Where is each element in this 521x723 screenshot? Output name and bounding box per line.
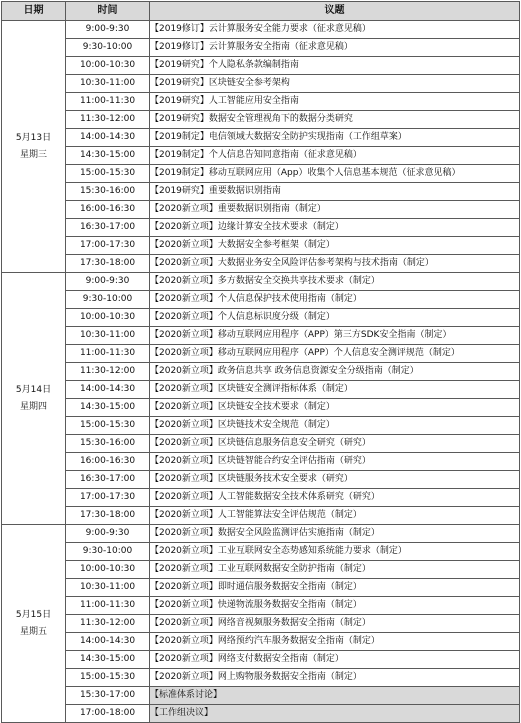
topic-cell: 【2019研究】人工智能应用安全指南: [150, 93, 520, 111]
topic-cell: 【2019研究】数据安全管理视角下的数据分类研究: [150, 111, 520, 129]
table-row: [2, 255, 520, 273]
topic-cell: 【2019修订】云计算服务安全指南（征求意见稿）: [150, 39, 520, 57]
topic-cell: 【2019制定】个人信息告知同意指南（征求意见稿）: [150, 147, 520, 165]
time-cell: 9:30-10:00: [66, 543, 150, 561]
header-row: [2, 2, 520, 21]
time-cell: 9:30-10:00: [66, 291, 150, 309]
table-row: [2, 435, 520, 453]
table-row: [2, 129, 520, 147]
topic-cell: 【2020新立项】人工智能数据安全技术体系研究（研究）: [150, 489, 520, 507]
table-row: [2, 291, 520, 309]
table-row: [2, 57, 520, 75]
date-label: 5月13日: [15, 132, 52, 143]
topic-cell: 【2020新立项】数据安全风险监测评估实施指南（制定）: [150, 525, 520, 543]
topic-cell: 【2019研究】重要数据识别指南: [150, 183, 520, 201]
time-cell: 9:00-9:30: [66, 273, 150, 291]
topic-cell: 【2020新立项】重要数据识别指南（制定）: [150, 201, 520, 219]
topic-cell: 【2020新立项】大数据业务安全风险评估参考架构与技术指南（制定）: [150, 255, 520, 273]
table-row: [2, 525, 520, 543]
table-row: [2, 273, 520, 291]
time-cell: 16:00-16:30: [66, 453, 150, 471]
table-row: [2, 93, 520, 111]
time-cell: 11:30-12:00: [66, 111, 150, 129]
time-cell: 15:30-16:00: [66, 183, 150, 201]
table-row: [2, 381, 520, 399]
topic-cell: 【2020新立项】区块链技术安全规范（制定）: [150, 417, 520, 435]
time-cell: 10:00-10:30: [66, 57, 150, 75]
table-row: [2, 363, 520, 381]
topic-cell: 【2020新立项】快递物流服务数据安全指南（制定）: [150, 597, 520, 615]
topic-cell: 【2020新立项】即时通信服务数据安全指南（制定）: [150, 579, 520, 597]
time-cell: 14:00-14:30: [66, 129, 150, 147]
time-cell: 11:30-12:00: [66, 363, 150, 381]
time-cell: 14:30-15:00: [66, 651, 150, 669]
weekday-label: 星期五: [19, 626, 47, 637]
table-row: [2, 201, 520, 219]
time-cell: 14:00-14:30: [66, 381, 150, 399]
table-row: [2, 489, 520, 507]
topic-cell: 【2019制定】电信领域大数据安全防护实现指南（工作组草案）: [150, 129, 520, 147]
time-cell: 10:30-11:00: [66, 327, 150, 345]
time-cell: 9:00-9:30: [66, 21, 150, 39]
date-label: 5月14日: [15, 384, 52, 395]
date-cell: [2, 21, 66, 273]
table-row: [2, 309, 520, 327]
time-cell: 15:00-15:30: [66, 417, 150, 435]
topic-cell: 【2020新立项】工业互联网安全态势感知系统能力要求（制定）: [150, 543, 520, 561]
date-label: 5月15日: [15, 609, 52, 620]
time-cell: 14:30-15:00: [66, 399, 150, 417]
table-row: [2, 21, 520, 39]
time-cell: 17:00-17:30: [66, 237, 150, 255]
table-row: [2, 345, 520, 363]
table-row: [2, 399, 520, 417]
topic-cell: 【2020新立项】区块链安全测评指标体系（制定）: [150, 381, 520, 399]
topic-cell: 【2020新立项】个人信息标识度分级（制定）: [150, 309, 520, 327]
table-row: [2, 633, 520, 651]
table-row: [2, 579, 520, 597]
table-row: [2, 597, 520, 615]
table-row: [2, 147, 520, 165]
topic-cell: 【2020新立项】边缘计算安全技术要求（制定）: [150, 219, 520, 237]
topic-cell: 【2020新立项】政务信息共享 政务信息资源安全分级指南（制定）: [150, 363, 520, 381]
time-cell: 17:30-18:00: [66, 255, 150, 273]
time-cell: 10:00-10:30: [66, 561, 150, 579]
topic-cell: 【2020新立项】多方数据安全交换共享技术要求（制定）: [150, 273, 520, 291]
header-topic: 议题: [150, 2, 520, 21]
table-row: [2, 165, 520, 183]
topic-cell: 【2020新立项】区块链信息服务信息安全研究（研究）: [150, 435, 520, 453]
schedule-body: [2, 21, 520, 723]
topic-cell: 【2020新立项】网络音视频服务数据安全指南（制定）: [150, 615, 520, 633]
date-cell: [2, 273, 66, 525]
topic-cell: 【2020新立项】人工智能算法安全评估规范（制定）: [150, 507, 520, 525]
topic-cell: 【2019修订】云计算服务安全能力要求（征求意见稿）: [150, 21, 520, 39]
table-row: [2, 705, 520, 723]
time-cell: 11:30-12:00: [66, 615, 150, 633]
time-cell: 15:00-15:30: [66, 165, 150, 183]
table-row: [2, 219, 520, 237]
time-cell: 16:00-16:30: [66, 201, 150, 219]
date-cell: [2, 525, 66, 723]
table-row: [2, 651, 520, 669]
topic-cell: 【2020新立项】区块链智能合约安全评估指南（研究）: [150, 453, 520, 471]
time-cell: 17:00-17:30: [66, 489, 150, 507]
time-cell: 10:30-11:00: [66, 579, 150, 597]
header-time: 时间: [66, 2, 150, 21]
topic-cell: 【2019研究】个人隐私条款编制指南: [150, 57, 520, 75]
session-cell: 【工作组决议】: [150, 705, 520, 723]
time-cell: 11:00-11:30: [66, 597, 150, 615]
topic-cell: 【2020新立项】移动互联网应用程序（APP）个人信息安全测评规范（制定）: [150, 345, 520, 363]
time-cell: 17:00-18:00: [66, 705, 150, 723]
time-cell: 14:00-14:30: [66, 633, 150, 651]
header-date: 日期: [2, 2, 66, 21]
topic-cell: 【2020新立项】网络预约汽车服务数据安全指南（制定）: [150, 633, 520, 651]
table-row: [2, 615, 520, 633]
table-row: [2, 417, 520, 435]
time-cell: 10:30-11:00: [66, 75, 150, 93]
topic-cell: 【2020新立项】大数据安全参考框架（制定）: [150, 237, 520, 255]
session-cell: 【标准体系讨论】: [150, 687, 520, 705]
time-cell: 10:00-10:30: [66, 309, 150, 327]
time-cell: 16:30-17:00: [66, 219, 150, 237]
table-row: [2, 183, 520, 201]
topic-cell: 【2019研究】区块链安全参考架构: [150, 75, 520, 93]
table-row: [2, 111, 520, 129]
table-row: [2, 75, 520, 93]
topic-cell: 【2019制定】移动互联网应用（App）收集个人信息基本规范（征求意见稿）: [150, 165, 520, 183]
topic-cell: 【2020新立项】网络支付数据安全指南（制定）: [150, 651, 520, 669]
topic-cell: 【2020新立项】区块链安全技术要求（制定）: [150, 399, 520, 417]
table-row: [2, 327, 520, 345]
table-row: [2, 669, 520, 687]
table-row: [2, 471, 520, 489]
topic-cell: 【2020新立项】工业互联网数据安全防护指南（制定）: [150, 561, 520, 579]
time-cell: 15:30-17:00: [66, 687, 150, 705]
table-row: [2, 39, 520, 57]
time-cell: 11:00-11:30: [66, 345, 150, 363]
time-cell: 14:30-15:00: [66, 147, 150, 165]
table-row: [2, 237, 520, 255]
weekday-label: 星期四: [19, 401, 47, 412]
table-row: [2, 507, 520, 525]
table-row: [2, 561, 520, 579]
topic-cell: 【2020新立项】移动互联网应用程序（APP）第三方SDK安全指南（制定）: [150, 327, 520, 345]
table-row: [2, 453, 520, 471]
time-cell: 9:00-9:30: [66, 525, 150, 543]
topic-cell: 【2020新立项】个人信息保护技术使用指南（制定）: [150, 291, 520, 309]
time-cell: 17:30-18:00: [66, 507, 150, 525]
topic-cell: 【2020新立项】网上购物服务数据安全指南（制定）: [150, 669, 520, 687]
schedule-table: [1, 1, 520, 723]
weekday-label: 星期三: [19, 149, 47, 160]
table-row: [2, 543, 520, 561]
time-cell: 11:00-11:30: [66, 93, 150, 111]
time-cell: 16:30-17:00: [66, 471, 150, 489]
time-cell: 15:30-16:00: [66, 435, 150, 453]
table-row: [2, 687, 520, 705]
topic-cell: 【2020新立项】区块链服务技术安全要求（研究）: [150, 471, 520, 489]
time-cell: 15:00-15:30: [66, 669, 150, 687]
time-cell: 9:30-10:00: [66, 39, 150, 57]
